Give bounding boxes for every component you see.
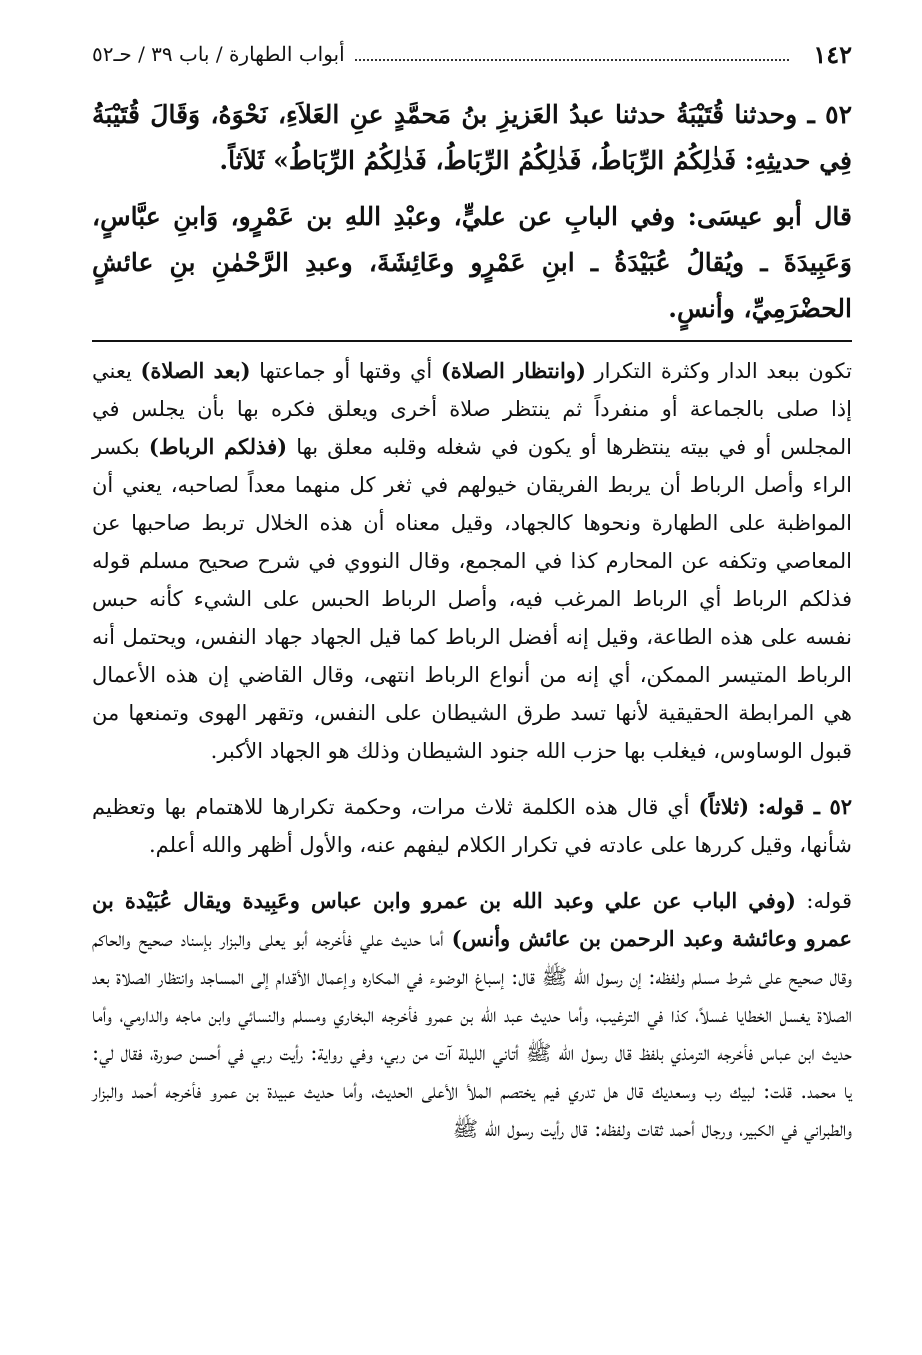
commentary-text: أي قال هذه الكلمة ثلاث مرات، وحكمة تكرارها للاهتمام بها وتعظيم شأنها، وقيل كررها على عادته في تكرار الكلام ليفهم عنه، والأول أظهر والله أعلم. — [92, 795, 852, 857]
header-leader-dots — [355, 47, 790, 61]
commentary-number: ٥٢ ـ قوله: — [757, 794, 852, 819]
commentary-paragraph-3 — [92, 882, 852, 1148]
quoted-phrase: (فذلكم الرباط) — [148, 434, 288, 459]
quoted-phrase: (بعد الصلاة) — [140, 358, 251, 383]
running-title: أبواب الطهارة / باب ٣٩ / حـ٥٢ — [92, 42, 345, 66]
page-number: ١٤٢ — [813, 39, 852, 69]
footnote-divider — [92, 340, 852, 342]
commentary-paragraph-1 — [92, 352, 852, 770]
commentary-text: تكون ببعد الدار وكثرة التكرار — [594, 359, 852, 383]
commentary-paragraph-2 — [92, 788, 852, 864]
quoted-phrase: (وفي الباب عن علي وعبد الله بن عمرو وابن عباس وعَبِيدة ويقال عُبَيْدة بن عمرو وعائشة وعبد الرحمن بن عائش وأنس) — [92, 888, 852, 951]
commentary-section — [92, 352, 852, 1166]
quoted-phrase: (ثلاثاً) — [698, 794, 750, 819]
commentary-text: يعني إذا صلى بالجماعة أو منفرداً ثم ينتظر صلاة أخرى ويعلق فكره بها بأن يجلس في المجلس أو في بيته ينتظرها أو يكون في شغله وقلبه معلق بها — [92, 359, 852, 459]
commentary-text: قوله: — [806, 889, 852, 913]
page-header — [92, 34, 852, 74]
quoted-phrase: (وانتظار الصلاة) — [440, 358, 586, 383]
commentary-text: بكسر الراء وأصل الرباط أن يربط الفريقان خيولهم في ثغر كل منهما معداً لصاحبه، يعني أن المواظبة على الطهارة ونحوها كالجهاد، وقيل معناه أن هذه الخلال تربط صاحبها عن المعاصي وتكفه عن المحارم كذا في المجمع، وقال النووي في شرح صحيح مسلم قوله فذلكم الرباط أي الرباط المرغب فيه، وأصل الرباط الحبس على الشيء كأنه حبس نفسه على هذه الطاعة، وقيل إنه أفضل الرباط كما قيل الجهاد جهاد النفس، ويحتمل أنه الرباط المتيسر الممكن، أي إنه من أنواع الرباط انتهى، وقال القاضي إن هذه الأعمال هي المرابطة الحقيقية لأنها تسد طرق الشيطان على النفس، وتقهر الهوى وتمنعها من قبول الوساوس، فيغلب بها حزب الله جنود الشيطان وذلك هو الجهاد الأكبر. — [92, 435, 852, 763]
commentary-text: أما حديث علي فأخرجه أبو يعلى والبزار بإسناد صحيح والحاكم وقال صحيح على شرط مسلم ولفظه: إن رسول الله ﷺ قال: إسباغ الوضوء في المكاره وإعمال الأقدام إلى المساجد وانتظار الصلاة بعد الصلاة يغسل الخطايا غسلاً، كذا في الترغيب، وأما حديث عبد الله بن عمرو فأخرجه البخاري ومسلم والنسائي وابن ماجه والدارمي، وأما حديث ابن عباس فأخرجه الترمذي بلفظ قال رسول الله ﷺ أتاني الليلة آت من ربي، وفي رواية: رأيت ربي في أحسن صورة، فقال لي: يا محمد. قلت: لبيك رب وسعديك قال هل تدري فيم يختصم الملأ الأعلى الحديث، وأما حديث عبيدة بن عمرو فأخرجه أحمد والبزار والطبراني في الكبير، ورجال أحمد ثقات ولفظه: قال رأيت رسول الله ﷺ — [92, 927, 852, 1141]
hadith-paragraph-52: ٥٢ ـ وحدثنا قُتَيْبَةُ حدثنا عبدُ العَزيزِ بنُ مَحمَّدٍ عنِ العَلاَءِ، نَحْوَهُ، وَقَالَ قُتَيْبَةُ فِي حديثِهِ: فَذٰلِكُمُ الرِّبَاطُ، فَذٰلِكُمُ الرِّبَاطُ، فَذٰلِكُمُ الرِّبَاطُ» ثَلاَثاً. — [92, 100, 852, 175]
abu-isa-comment: قال أبو عيسَى: وفي البابِ عن عليٍّ، وعبْدِ اللهِ بن عَمْرٍو، وَابنِ عبَّاسٍ، وَعَبِيدَةَ ـ ويُقالُ عُبَيْدَةُ ـ ابنِ عَمْرٍو وعَائِشَةَ، وعبدِ الرَّحْمٰنِ بنِ عائشٍ الحضْرَمِيِّ، وأنسٍ. — [92, 202, 852, 323]
commentary-text: أي وقتها أو جماعتها — [259, 359, 433, 383]
hadith-text — [92, 92, 852, 332]
